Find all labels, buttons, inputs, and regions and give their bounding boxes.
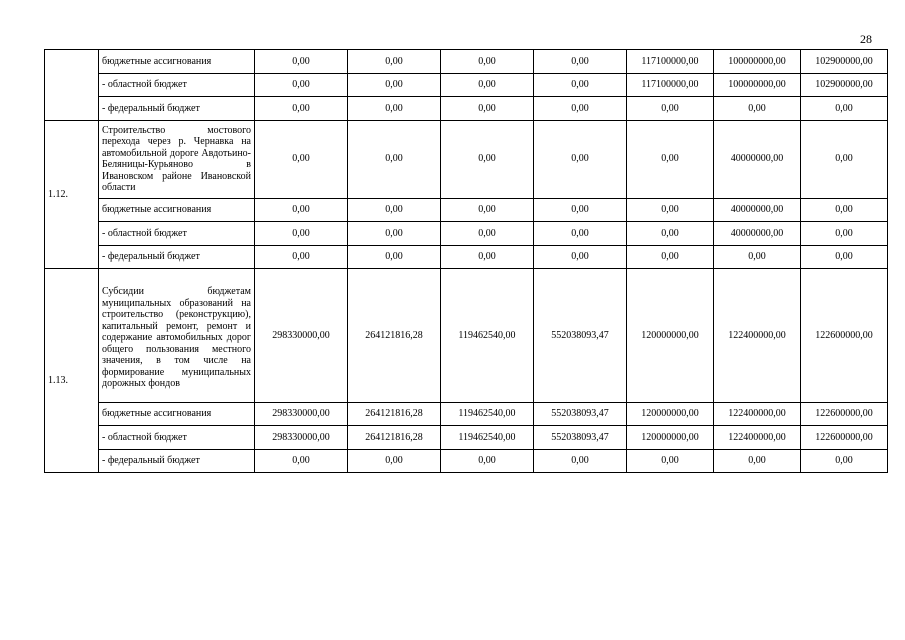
table-row <box>45 97 888 121</box>
row-label: бюджетные ассигнования <box>99 402 255 426</box>
value-cell: 298330000,00 <box>255 269 348 403</box>
value-cell: 0,00 <box>441 50 534 74</box>
value-cell: 0,00 <box>534 222 627 246</box>
row-label: - федеральный бюджет <box>99 449 255 473</box>
value-cell: 0,00 <box>441 120 534 198</box>
value-cell: 0,00 <box>801 120 888 198</box>
table-row <box>45 269 888 403</box>
value-cell: 122400000,00 <box>714 269 801 403</box>
value-cell: 0,00 <box>627 449 714 473</box>
value-cell: 0,00 <box>255 73 348 97</box>
value-cell: 117100000,00 <box>627 73 714 97</box>
value-cell: 0,00 <box>255 97 348 121</box>
value-cell: 0,00 <box>348 73 441 97</box>
item-number: 1.13. <box>45 269 99 473</box>
page-number: 28 <box>860 32 872 46</box>
value-cell: 102900000,00 <box>801 50 888 74</box>
value-cell: 264121816,28 <box>348 402 441 426</box>
value-cell: 0,00 <box>348 50 441 74</box>
value-cell: 552038093,47 <box>534 269 627 403</box>
value-cell: 0,00 <box>627 198 714 222</box>
value-cell: 0,00 <box>714 97 801 121</box>
value-cell: 0,00 <box>714 449 801 473</box>
value-cell: 0,00 <box>348 97 441 121</box>
value-cell: 0,00 <box>627 245 714 269</box>
value-cell: 264121816,28 <box>348 269 441 403</box>
table-row <box>45 402 888 426</box>
budget-table <box>44 49 888 473</box>
value-cell: 117100000,00 <box>627 50 714 74</box>
value-cell: 0,00 <box>255 449 348 473</box>
table-row <box>45 449 888 473</box>
value-cell: 122400000,00 <box>714 402 801 426</box>
value-cell: 0,00 <box>441 245 534 269</box>
table-row <box>45 222 888 246</box>
value-cell: 0,00 <box>348 198 441 222</box>
value-cell: 102900000,00 <box>801 73 888 97</box>
value-cell: 0,00 <box>534 449 627 473</box>
value-cell: 0,00 <box>714 245 801 269</box>
value-cell: 0,00 <box>534 97 627 121</box>
value-cell: 120000000,00 <box>627 402 714 426</box>
value-cell: 0,00 <box>441 198 534 222</box>
row-label: бюджетные ассигнования <box>99 50 255 74</box>
value-cell: 0,00 <box>255 222 348 246</box>
value-cell: 0,00 <box>801 245 888 269</box>
value-cell: 120000000,00 <box>627 269 714 403</box>
value-cell: 0,00 <box>348 222 441 246</box>
table-row <box>45 198 888 222</box>
value-cell: 0,00 <box>627 222 714 246</box>
value-cell: 298330000,00 <box>255 402 348 426</box>
value-cell: 0,00 <box>441 449 534 473</box>
value-cell: 40000000,00 <box>714 198 801 222</box>
value-cell: 264121816,28 <box>348 426 441 450</box>
value-cell: 119462540,00 <box>441 269 534 403</box>
table-row <box>45 120 888 198</box>
value-cell: 0,00 <box>348 120 441 198</box>
value-cell: 0,00 <box>255 50 348 74</box>
value-cell: 119462540,00 <box>441 426 534 450</box>
value-cell: 0,00 <box>534 120 627 198</box>
value-cell: 298330000,00 <box>255 426 348 450</box>
value-cell: 0,00 <box>627 120 714 198</box>
value-cell: 552038093,47 <box>534 402 627 426</box>
row-label: - областной бюджет <box>99 222 255 246</box>
value-cell: 0,00 <box>534 73 627 97</box>
value-cell: 552038093,47 <box>534 426 627 450</box>
value-cell: 0,00 <box>441 73 534 97</box>
value-cell: 0,00 <box>441 222 534 246</box>
row-label: - федеральный бюджет <box>99 97 255 121</box>
value-cell: 0,00 <box>348 245 441 269</box>
value-cell: 40000000,00 <box>714 120 801 198</box>
value-cell: 0,00 <box>801 449 888 473</box>
value-cell: 0,00 <box>255 120 348 198</box>
table-row <box>45 73 888 97</box>
table-row <box>45 50 888 74</box>
value-cell: 0,00 <box>255 245 348 269</box>
item-number <box>45 50 99 121</box>
row-label: бюджетные ассигнования <box>99 198 255 222</box>
table-row <box>45 426 888 450</box>
value-cell: 0,00 <box>534 198 627 222</box>
value-cell: 0,00 <box>348 449 441 473</box>
value-cell: 100000000,00 <box>714 73 801 97</box>
value-cell: 0,00 <box>441 97 534 121</box>
value-cell: 122400000,00 <box>714 426 801 450</box>
value-cell: 122600000,00 <box>801 269 888 403</box>
value-cell: 40000000,00 <box>714 222 801 246</box>
item-number: 1.12. <box>45 120 99 269</box>
value-cell: 0,00 <box>534 50 627 74</box>
value-cell: 0,00 <box>627 97 714 121</box>
value-cell: 0,00 <box>801 97 888 121</box>
row-label: - федеральный бюджет <box>99 245 255 269</box>
row-label: - областной бюджет <box>99 73 255 97</box>
value-cell: 119462540,00 <box>441 402 534 426</box>
item-title: Строительство мостового перехода через р. Чернавка на автомобильной дороге Авдотьино-Беляницы-Курьяново в Ивановском районе Ивановской области <box>99 120 255 198</box>
item-title: Субсидии бюджетам муниципальных образований на строительство (реконструкцию), капитальный ремонт, ремонт и содержание автомобильных дорог общего пользования местного значения, в том числе на формирование муниципальных дорожных фондов <box>99 269 255 403</box>
value-cell: 120000000,00 <box>627 426 714 450</box>
value-cell: 122600000,00 <box>801 426 888 450</box>
row-label: - областной бюджет <box>99 426 255 450</box>
value-cell: 100000000,00 <box>714 50 801 74</box>
value-cell: 0,00 <box>255 198 348 222</box>
value-cell: 0,00 <box>801 222 888 246</box>
value-cell: 0,00 <box>534 245 627 269</box>
value-cell: 122600000,00 <box>801 402 888 426</box>
value-cell: 0,00 <box>801 198 888 222</box>
table-row <box>45 245 888 269</box>
